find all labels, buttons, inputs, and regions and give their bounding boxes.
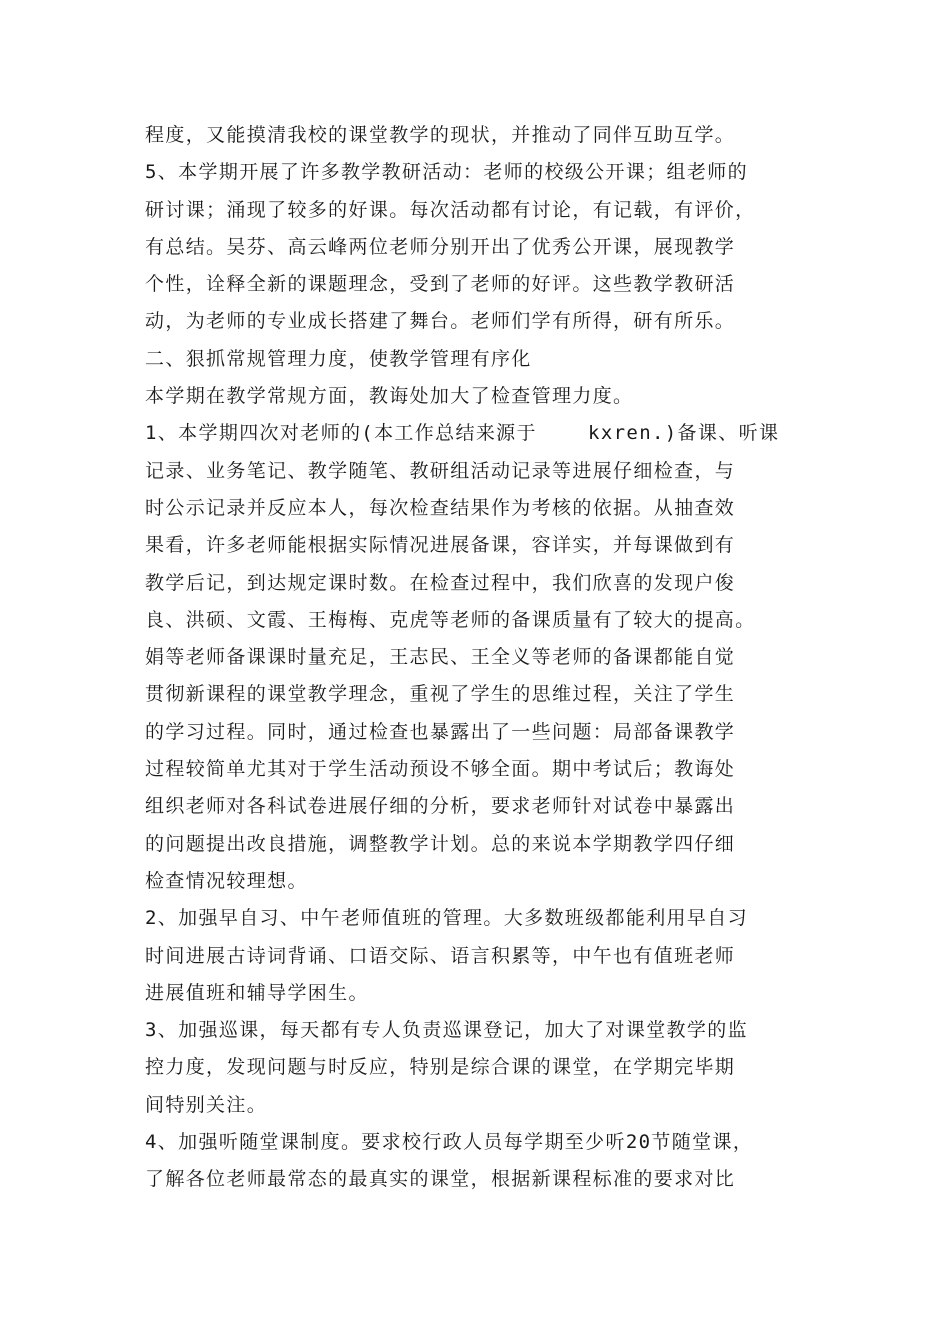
text-line-20: 的问题提出改良措施，调整教学计划。总的来说本学期教学四仔细 (145, 832, 736, 855)
text-line-27: 间特别关注。 (145, 1093, 268, 1116)
text-line-29: 了解各位老师最常态的最真实的课堂，根据新课程标准的要求对比 (145, 1168, 736, 1191)
text-line-2: 5、本学期开展了许多教学教研活动：老师的校级公开课；组老师的 (145, 161, 748, 184)
text-line-23: 时间进展古诗词背诵、口语交际、语言积累等，中午也有值班老师 (145, 944, 736, 967)
text-line-6: 动，为老师的专业成长搭建了舞台。老师们学有所得，研有所乐。 (145, 310, 736, 333)
document-page (145, 117, 835, 1199)
text-line-10: 记录、业务笔记、教学随笔、教研组活动记录等进展仔细检查，与 (145, 459, 736, 482)
text-line-21: 检查情况较理想。 (145, 869, 308, 892)
text-line-26: 控力度，发现问题与时反应，特别是综合课的课堂，在学期完毕期 (145, 1056, 736, 1079)
text-line-13: 教学后记，到达规定课时数。在检查过程中，我们欣喜的发现户俊 (145, 571, 736, 594)
text-line-16: 贯彻新课程的课堂教学理念，重视了学生的思维过程，关注了学生 (145, 683, 736, 706)
text-line-8: 本学期在教学常规方面，教诲处加大了检查管理力度。 (145, 385, 634, 408)
section-heading: 二、狠抓常规管理力度，使教学管理有序化 (145, 347, 532, 370)
text-line-15: 娟等老师备课课时量充足，王志民、王全义等老师的备课都能自觉 (145, 646, 736, 669)
text-line-9: 1、本学期四次对老师的(本工作总结来源于 kxren.)备课、听课 (145, 422, 780, 445)
text-line-22: 2、加强早自习、中午老师值班的管理。大多数班级都能利用早自习 (145, 907, 748, 930)
text-line-28: 4、加强听随堂课制度。要求校行政人员每学期至少听20节随堂课， (145, 1131, 754, 1154)
text-line-17: 的学习过程。同时，通过检查也暴露出了一些问题：局部备课教学 (145, 720, 736, 743)
text-line-5: 个性，诠释全新的课题理念，受到了老师的好评。这些教学教研活 (145, 273, 736, 296)
text-line-4: 有总结。吴芬、高云峰两位老师分别开出了优秀公开课，展现教学 (145, 235, 736, 258)
text-line-14: 良、洪硕、文霞、王梅梅、克虎等老师的备课质量有了较大的提高。 (145, 608, 756, 631)
text-line-12: 果看，许多老师能根据实际情况进展备课，容详实，并每课做到有 (145, 534, 736, 557)
text-line-18: 过程较简单尤其对于学生活动预设不够全面。期中考试后；教诲处 (145, 758, 736, 781)
text-line-25: 3、加强巡课，每天都有专人负责巡课登记，加大了对课堂教学的监 (145, 1019, 748, 1042)
text-line-11: 时公示记录并反应本人，每次检查结果作为考核的依据。从抽查效 (145, 496, 736, 519)
text-line-24: 进展值班和辅导学困生。 (145, 981, 369, 1004)
text-line-19: 组织老师对各科试卷进展仔细的分析，要求老师针对试卷中暴露出 (145, 795, 736, 818)
text-line-3: 研讨课；涌现了较多的好课。每次活动都有讨论，有记载，有评价， (145, 198, 756, 221)
text-line-1: 程度，又能摸清我校的课堂教学的现状，并推动了同伴互助互学。 (145, 124, 736, 146)
